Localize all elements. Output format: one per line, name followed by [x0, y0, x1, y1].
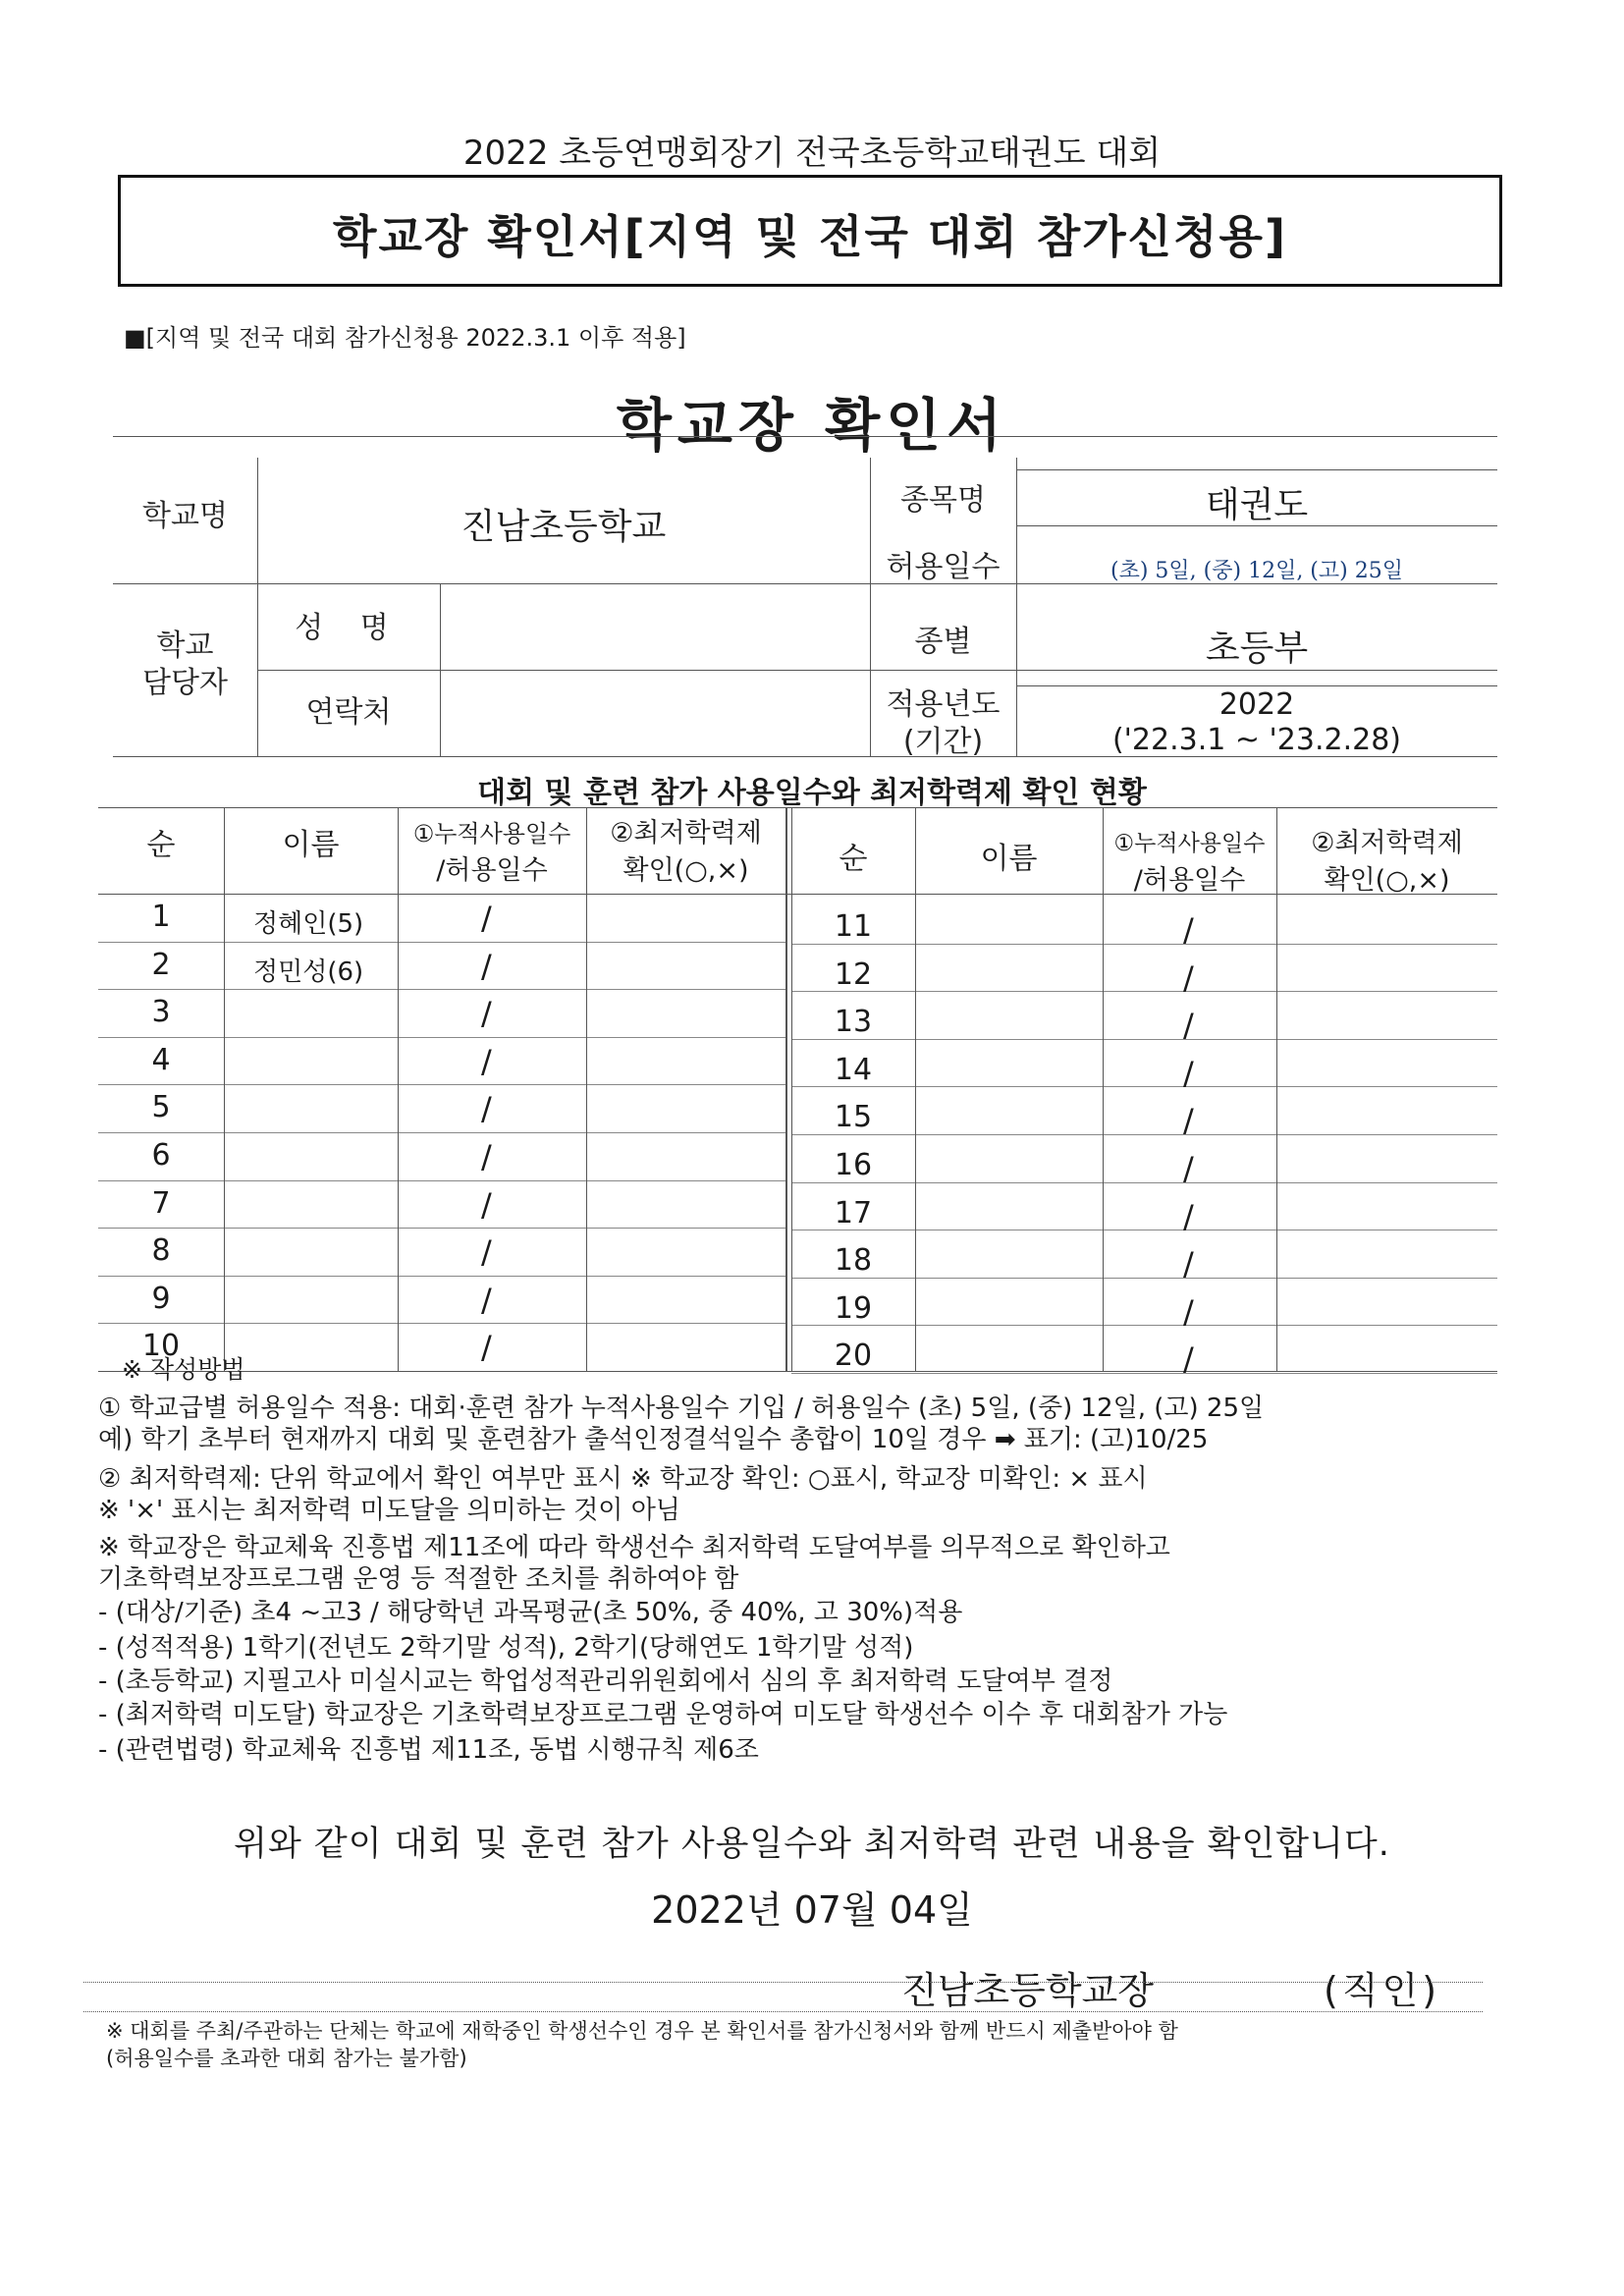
center-divider: [785, 807, 787, 1371]
col-header-name-right: 이름: [980, 842, 1038, 876]
row-number: 5: [151, 1090, 171, 1125]
row-number: 11: [834, 909, 873, 944]
sport-value: 태권도: [1205, 485, 1309, 525]
min-academic-check-cell[interactable]: [586, 1276, 785, 1324]
days-slash: /: [481, 1233, 492, 1272]
divider: [915, 807, 916, 1371]
min-academic-check-cell[interactable]: [586, 989, 785, 1037]
row-number: 16: [834, 1148, 873, 1182]
table-top-border: [98, 807, 1497, 808]
days-slash: /: [1183, 1292, 1194, 1331]
division-value: 초등부: [1205, 629, 1309, 669]
min-academic-check-cell[interactable]: [1276, 952, 1497, 1000]
student-name: 정혜인(5): [253, 909, 364, 939]
row-number: 18: [834, 1243, 873, 1279]
year-value-line1: 2022: [1218, 687, 1295, 722]
notes-heading: ※ 작성방법: [122, 1355, 245, 1384]
days-slash: /: [481, 1329, 492, 1367]
col-header-days-right-line1: ①누적사용일수: [1113, 831, 1266, 856]
student-name: 정민성(6): [253, 957, 364, 987]
min-academic-check-cell[interactable]: [586, 1132, 785, 1180]
days-slash: /: [481, 900, 492, 937]
note-line: - (대상/기준) 초4 ~고3 / 해당학년 과목평균(초 50%, 중 40%, 고 30%)적용: [98, 1598, 963, 1627]
year-label-line1: 적용년도: [886, 687, 1001, 722]
divider: [224, 807, 225, 1371]
min-academic-check-cell[interactable]: [1276, 999, 1497, 1047]
days-slash: /: [481, 1042, 492, 1080]
min-academic-check-cell[interactable]: [586, 1228, 785, 1276]
form-title: 학교장 확인서: [616, 392, 1008, 459]
min-academic-check-cell[interactable]: [586, 1084, 785, 1132]
row-number: 1: [151, 900, 171, 934]
days-slash: /: [1183, 1007, 1194, 1045]
days-slash: /: [1183, 1150, 1194, 1187]
manager-contact-label: 연락처: [305, 695, 392, 730]
manager-label-line2: 담당자: [142, 666, 228, 700]
allowed-days-label: 허용일수: [886, 550, 1001, 584]
min-academic-check-cell[interactable]: [586, 942, 785, 990]
col-header-check-line1: ②최저학력제: [610, 818, 762, 848]
min-academic-check-cell[interactable]: [1276, 1094, 1497, 1142]
days-slash: /: [481, 1185, 492, 1224]
col-header-days-line2: /허용일수: [436, 855, 548, 886]
note-line: - (최저학력 미도달) 학교장은 기초학력보장프로그램 운영하여 미도달 학생선수 이수 후 대회참가 가능: [98, 1700, 1228, 1729]
row-number: 7: [151, 1185, 171, 1221]
divider: [83, 1982, 1483, 1983]
manager-name-label: 성 명: [295, 611, 403, 645]
note-line: - (초등학교) 지필고사 미실시교는 학업성적관리위원회에서 심의 후 최저학력 도달여부 결정: [98, 1667, 1113, 1696]
row-number: 10: [141, 1329, 181, 1364]
days-slash: /: [1183, 1197, 1194, 1235]
min-academic-check-cell[interactable]: [586, 1323, 785, 1371]
row-number: 13: [834, 1005, 873, 1040]
footer-note-2: (허용일수를 초과한 대회 참가는 불가함): [106, 2047, 467, 2070]
year-label-line2: (기간): [902, 725, 984, 759]
confirm-date: 2022년 07월 04일: [651, 1888, 973, 1932]
min-academic-check-cell[interactable]: [586, 1037, 785, 1085]
document-title-box: [118, 175, 1502, 287]
min-academic-check-cell[interactable]: [1276, 1047, 1497, 1095]
col-header-check-line2: 확인(○,×): [623, 855, 749, 886]
note-line: ② 최저학력제: 단위 학교에서 확인 여부만 표시 ※ 학교장 확인: ○표시, 학교장 미확인: × 표시: [98, 1464, 1148, 1494]
row-number: 17: [834, 1195, 873, 1230]
event-title: 2022 초등연맹회장기 전국초등학교태권도 대회: [462, 134, 1162, 173]
document-title: 학교장 확인서[지역 및 전국 대회 참가신청용]: [333, 210, 1287, 263]
division-label: 종별: [914, 625, 972, 659]
note-line: ① 학교급별 허용일수 적용: 대회·훈련 참가 누적사용일수 기입 / 허용일수 (초) 5일, (중) 12일, (고) 25일: [98, 1394, 1265, 1423]
divider: [83, 2011, 1483, 2012]
school-name-value: 진남초등학교: [460, 507, 667, 547]
note-line: ※ 학교장은 학교체육 진흥법 제11조에 따라 학생선수 최저학력 도달여부를 의무적으로 확인하고: [98, 1533, 1170, 1562]
col-header-check-right-line2: 확인(○,×): [1324, 865, 1450, 896]
divider: [113, 436, 1497, 437]
min-academic-check-cell[interactable]: [586, 1180, 785, 1229]
col-header-no-right: 순: [839, 842, 868, 876]
divider: [440, 583, 441, 756]
applicability-note: ■[지역 및 전국 대회 참가신청용 2022.3.1 이후 적용]: [124, 324, 686, 352]
row-number: 3: [151, 995, 171, 1030]
note-line: - (성적적용) 1학기(전년도 2학기말 성적), 2학기(당해연도 1학기말 성적): [98, 1633, 914, 1663]
min-academic-check-cell[interactable]: [1276, 903, 1497, 952]
min-academic-check-cell[interactable]: [1276, 1142, 1497, 1190]
col-header-check-right-line1: ②최저학력제: [1311, 828, 1463, 858]
row-number: 19: [834, 1290, 873, 1326]
table-caption: 대회 및 훈련 참가 사용일수와 최저학력제 확인 현황: [477, 776, 1147, 810]
principal-name: 진남초등학교장: [901, 1969, 1154, 2012]
row-number: 14: [834, 1052, 873, 1087]
days-slash: /: [1183, 958, 1194, 997]
col-header-days-right-line2: /허용일수: [1133, 865, 1246, 896]
note-line: 예) 학기 초부터 현재까지 대회 및 훈련참가 출석인정결석일수 총합이 10일 경우 ➡ 표기: (고)10/25: [98, 1425, 1209, 1454]
days-slash: /: [481, 947, 492, 985]
row-number: 20: [834, 1339, 873, 1374]
divider: [1016, 685, 1497, 686]
min-academic-check-cell[interactable]: [586, 894, 785, 942]
min-academic-check-cell[interactable]: [1276, 1333, 1497, 1381]
col-header-days-line1: ①누적사용일수: [412, 820, 571, 847]
row-number: 6: [151, 1138, 171, 1173]
min-academic-check-cell[interactable]: [1276, 1285, 1497, 1334]
days-slash: /: [1183, 1054, 1194, 1092]
row-number: 4: [151, 1042, 171, 1077]
confirm-statement: 위와 같이 대회 및 훈련 참가 사용일수와 최저학력 관련 내용을 확인합니다.: [234, 1825, 1390, 1864]
col-header-no: 순: [146, 828, 176, 862]
row-number: 9: [151, 1281, 171, 1316]
seal-mark: (직인): [1324, 1969, 1441, 2012]
school-name-label: 학교명: [142, 499, 228, 533]
days-slash: /: [1183, 1245, 1194, 1284]
days-slash: /: [481, 1090, 492, 1128]
note-line: 기초학력보장프로그램 운영 등 적절한 조치를 취하여야 함: [98, 1564, 739, 1594]
divider: [398, 807, 399, 1371]
note-line: ※ '×' 표시는 최저학력 미도달을 의미하는 것이 아님: [98, 1496, 680, 1525]
days-slash: /: [1183, 911, 1194, 949]
days-slash: /: [481, 1138, 492, 1175]
allowed-days-value: (초) 5일, (중) 12일, (고) 25일: [1110, 559, 1403, 583]
min-academic-check-cell[interactable]: [1276, 1237, 1497, 1285]
note-line: - (관련법령) 학교체육 진흥법 제11조, 동법 시행규칙 제6조: [98, 1735, 759, 1765]
center-divider: [791, 807, 792, 1371]
divider: [1016, 469, 1497, 470]
manager-label-line1: 학교: [156, 629, 214, 663]
row-number: 2: [151, 947, 171, 982]
row-number: 8: [151, 1233, 171, 1269]
footer-note: ※ 대회를 주최/주관하는 단체는 학교에 재학중인 학생선수인 경우 본 확인서를 참가신청서와 함께 반드시 제출받아야 함: [106, 2019, 1178, 2043]
min-academic-check-cell[interactable]: [1276, 1190, 1497, 1238]
days-slash: /: [1183, 1340, 1194, 1379]
col-header-name: 이름: [282, 828, 340, 862]
year-value-line2: ('22.3.1 ~ '23.2.28): [1111, 723, 1402, 757]
row-number: 12: [834, 957, 873, 992]
days-slash: /: [1183, 1102, 1194, 1140]
sport-label: 종목명: [900, 483, 986, 518]
row-number: 15: [834, 1100, 873, 1135]
days-slash: /: [481, 995, 492, 1033]
days-slash: /: [481, 1281, 492, 1319]
